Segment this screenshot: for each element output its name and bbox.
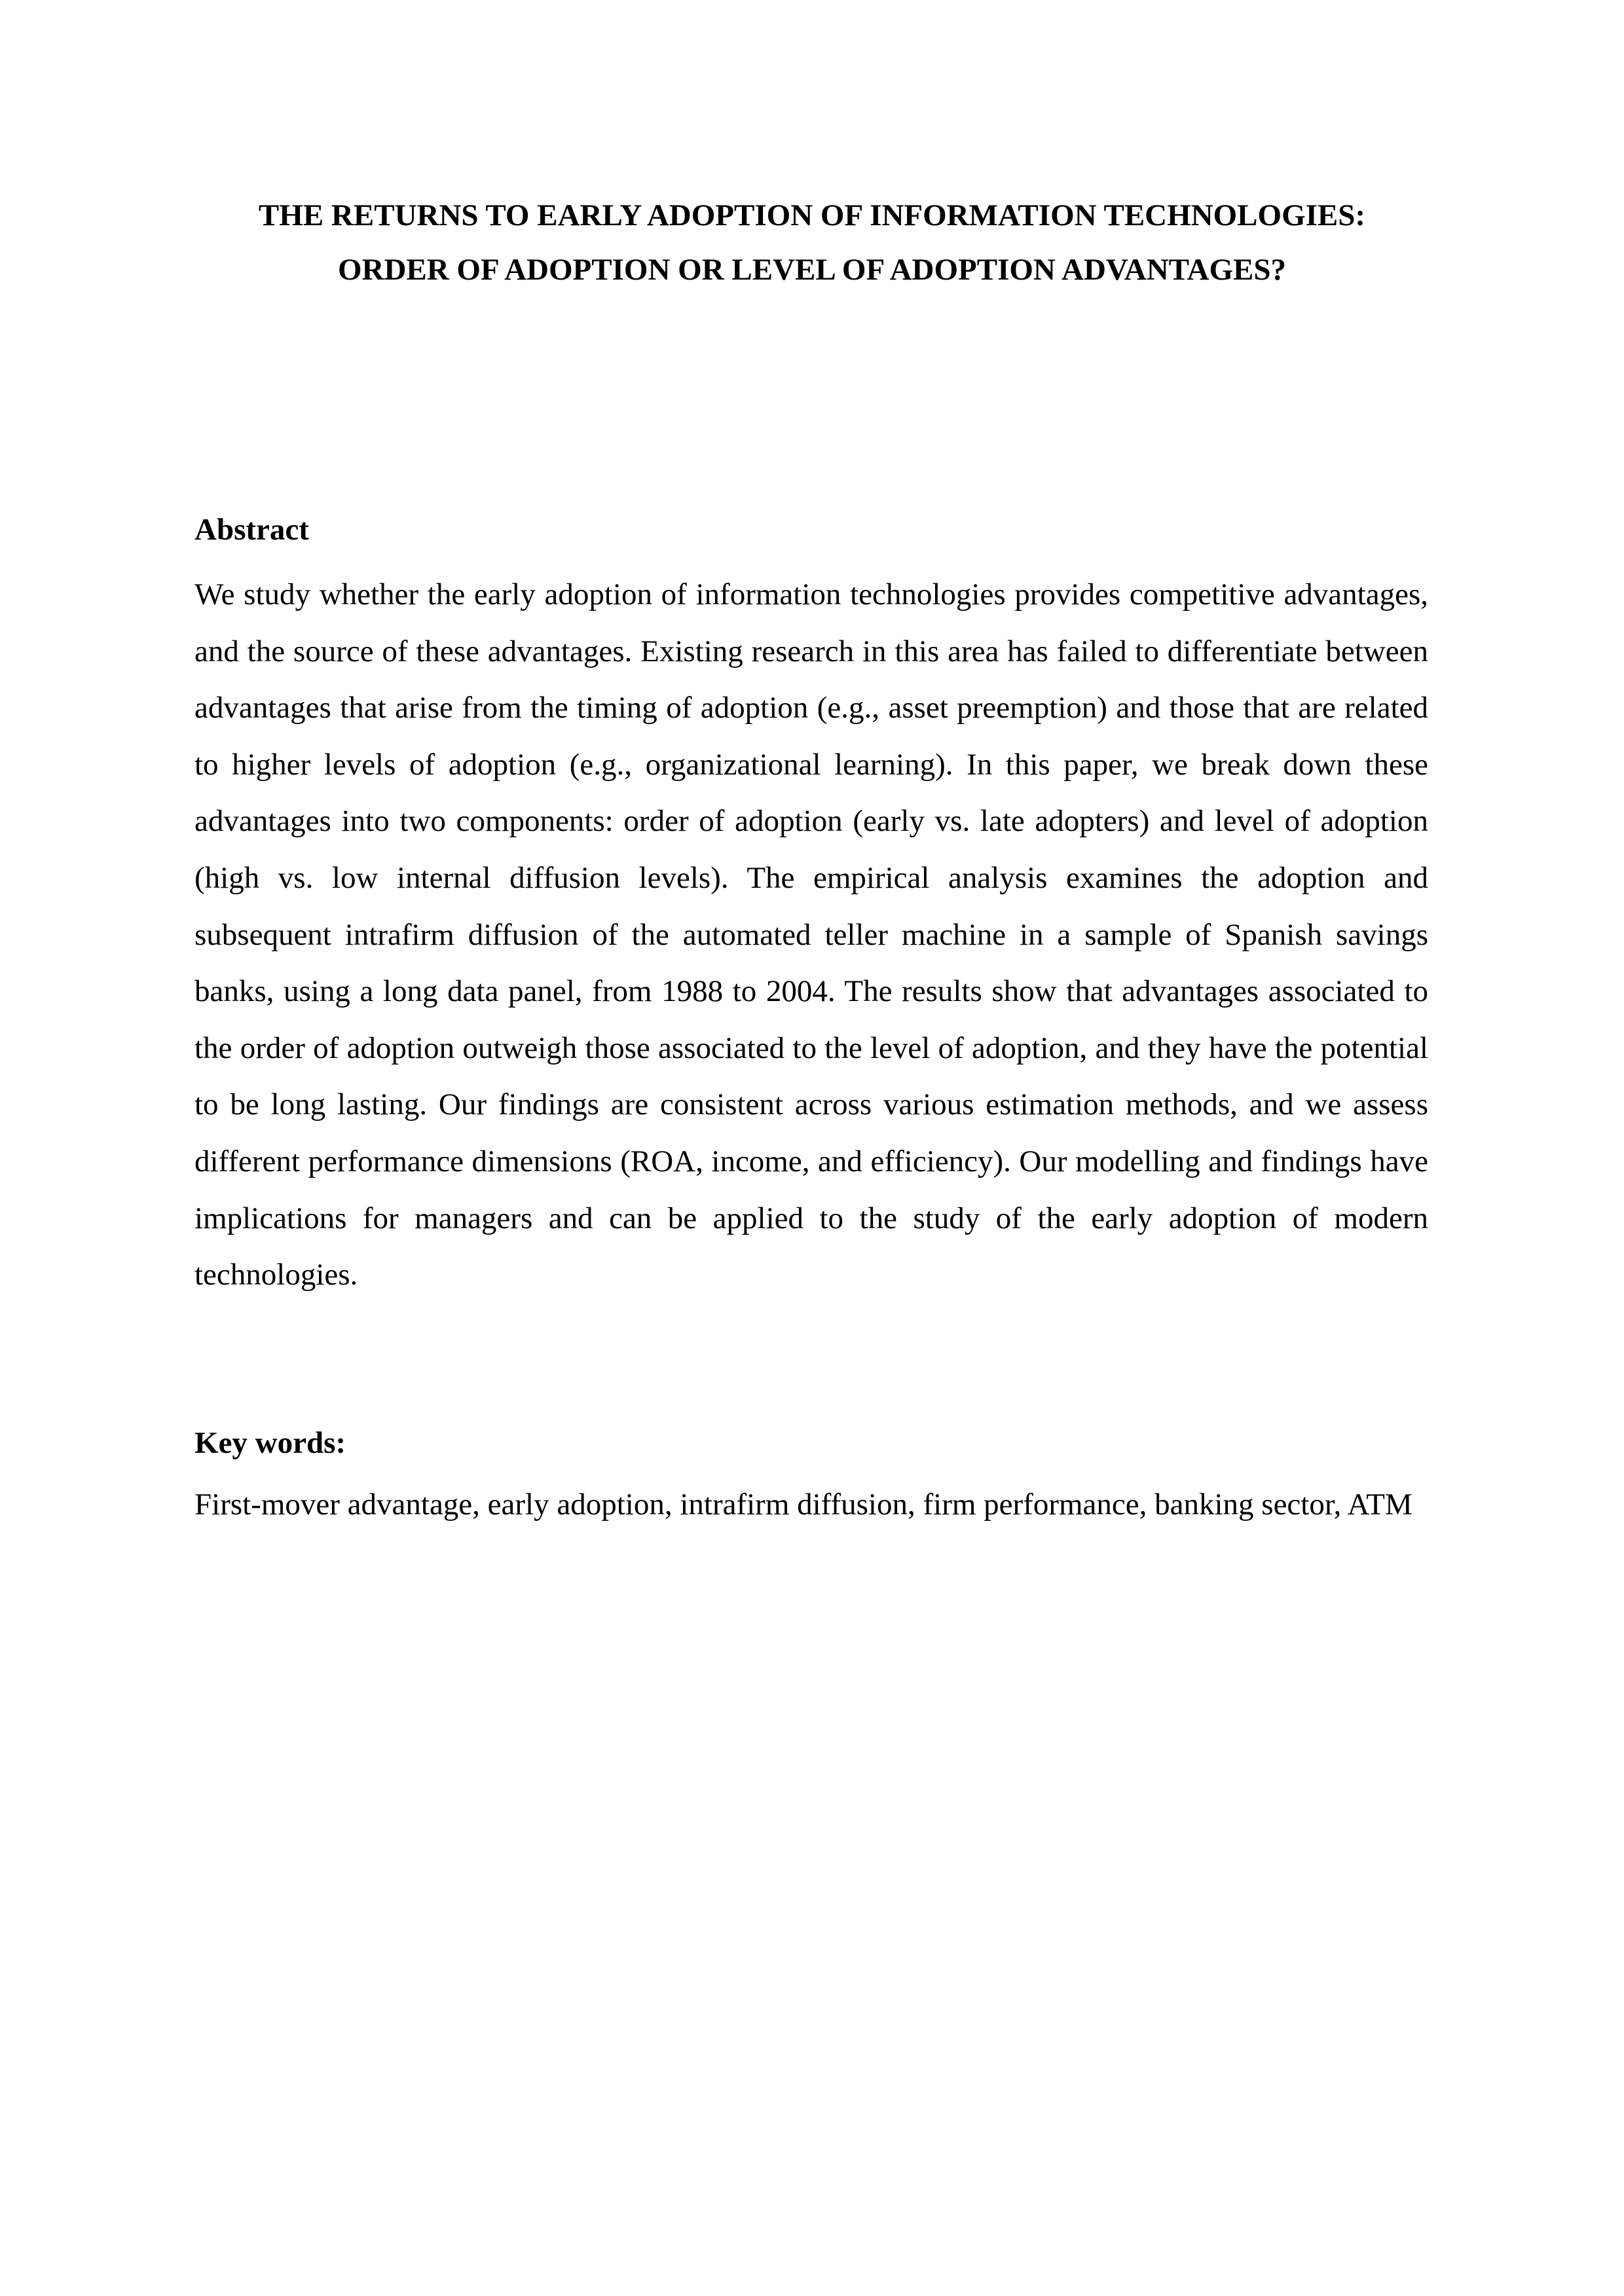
paper-title-line-1: THE RETURNS TO EARLY ADOPTION OF INFORMATION TECHNOLOGIES: xyxy=(258,198,1366,232)
paper-title-line-2: ORDER OF ADOPTION OR LEVEL OF ADOPTION ADVANTAGES? xyxy=(337,253,1287,287)
abstract-body: We study whether the early adoption of information technologies provides competitive advantages, and the source of these advantages. Existing research in this area has failed to differentiate between advantages that arise from the timing of adoption (e.g., asset preemption) and those that are related to higher levels of adoption (e.g., organizational learning). In this paper, we break down these advantages into two components: order of adoption (early vs. late adopters) and level of adoption (high vs. low internal diffusion levels). The empirical analysis examines the adoption and subsequent intrafirm diffusion of the automated teller machine in a sample of Spanish savings banks, using a long data panel, from 1988 to 2004. The results show that advantages associated to the order of adoption outweigh those associated to the level of adoption, and they have the potential to be long lasting. Our findings are consistent across various estimation methods, and we assess different performance dimensions (ROA, income, and efficiency). Our modelling and findings have implications for managers and can be applied to the study of the early adoption of modern technologies. xyxy=(194,577,1428,1292)
paper-title xyxy=(144,189,1480,297)
keywords-body: First-mover advantage, early adoption, intrafirm diffusion, firm performance, banking sector, ATM xyxy=(194,1487,1412,1522)
abstract-heading: Abstract xyxy=(194,513,309,547)
keywords-heading: Key words: xyxy=(194,1426,346,1460)
